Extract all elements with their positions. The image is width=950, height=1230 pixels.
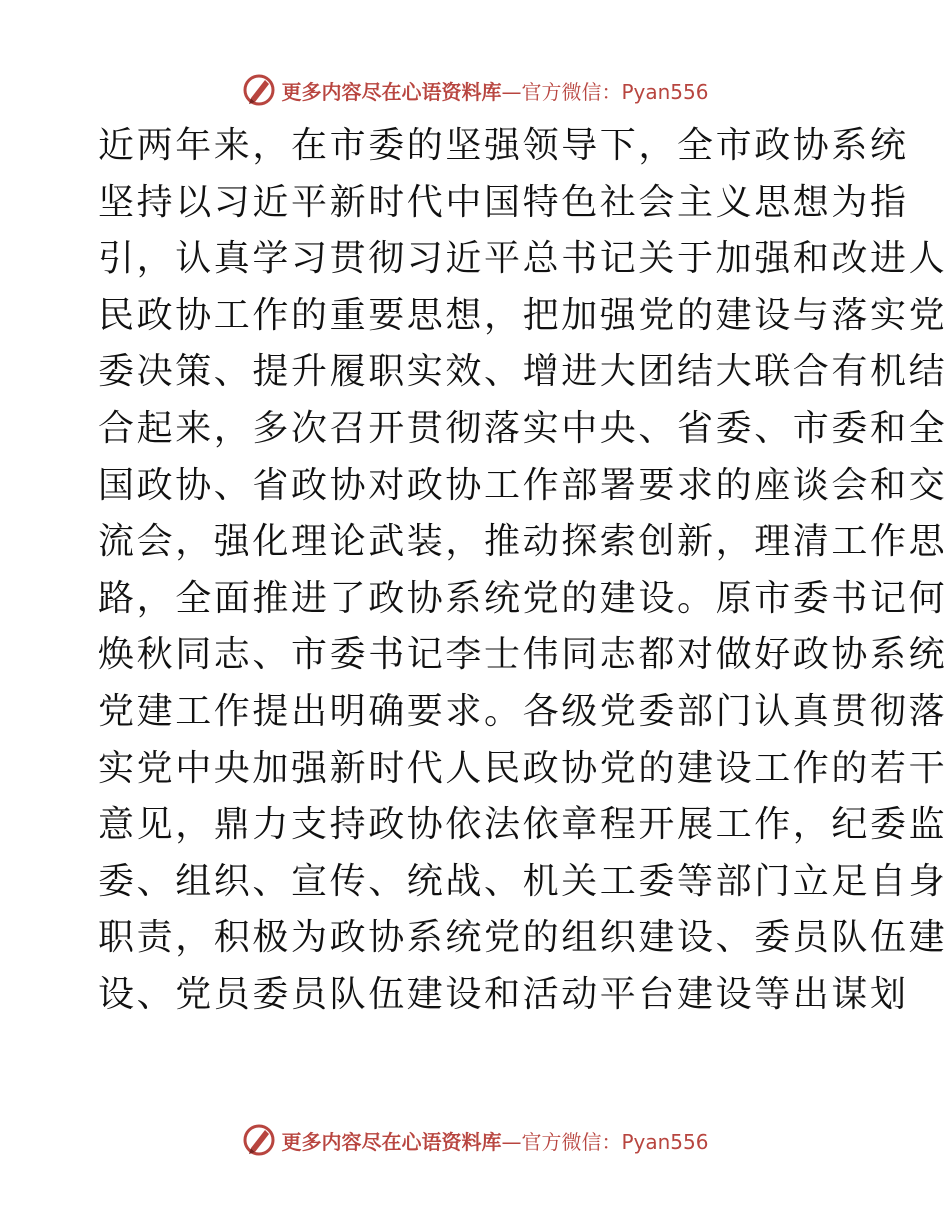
body-line: 党建工作提出明确要求。各级党委部门认真贯彻落: [98, 690, 948, 732]
document-body: [98, 118, 948, 1024]
body-line: 近两年来，在市委的坚强领导下，全市政协系统: [98, 125, 909, 166]
footer-wechat: 官方微信：Pyan556: [521, 1129, 709, 1154]
header-wechat: 官方微信：Pyan556: [521, 79, 709, 104]
body-line: 委、组织、宣传、统战、机关工委等部门立足自身: [98, 860, 948, 902]
body-line: 国政协、省政协对政协工作部署要求的座谈会和交: [98, 464, 948, 506]
body-line: 委决策、提升履职实效、增进大团结大联合有机结: [98, 351, 948, 393]
body-line: 路，全面推进了政协系统党的建设。原市委书记何: [98, 577, 948, 619]
body-line: 合起来，多次召开贯彻落实中央、省委、市委和全: [98, 407, 948, 449]
footer-banner: [0, 1120, 950, 1160]
header-banner-text: [281, 76, 708, 105]
footer-separator: —: [501, 1129, 522, 1154]
header-banner: [0, 70, 950, 110]
footer-banner-text: [281, 1126, 708, 1155]
body-line: 焕秋同志、市委书记李士伟同志都对做好政协系统: [98, 634, 948, 676]
body-line: 引，认真学习贯彻习近平总书记关于加强和改进人: [98, 238, 948, 280]
body-line: 设、党员委员队伍建设和活动平台建设等出谋划: [98, 973, 909, 1015]
header-brand: 更多内容尽在心语资料库: [281, 79, 502, 104]
footer-brand: 更多内容尽在心语资料库: [281, 1129, 502, 1154]
header-separator: —: [501, 79, 522, 104]
body-line: 流会，强化理论武装，推动探索创新，理清工作思: [98, 521, 948, 563]
pen-logo-icon: [241, 72, 277, 108]
body-line: 坚持以习近平新时代中国特色社会主义思想为指: [98, 181, 909, 223]
body-line: 职责，积极为政协系统党的组织建设、委员队伍建: [98, 917, 948, 959]
body-line: 民政协工作的重要思想，把加强党的建设与落实党: [98, 294, 948, 336]
body-line: 实党中央加强新时代人民政协党的建设工作的若干: [98, 747, 948, 789]
body-line: 意见，鼎力支持政协依法依章程开展工作，纪委监: [98, 804, 948, 846]
pen-logo-icon: [241, 1122, 277, 1158]
